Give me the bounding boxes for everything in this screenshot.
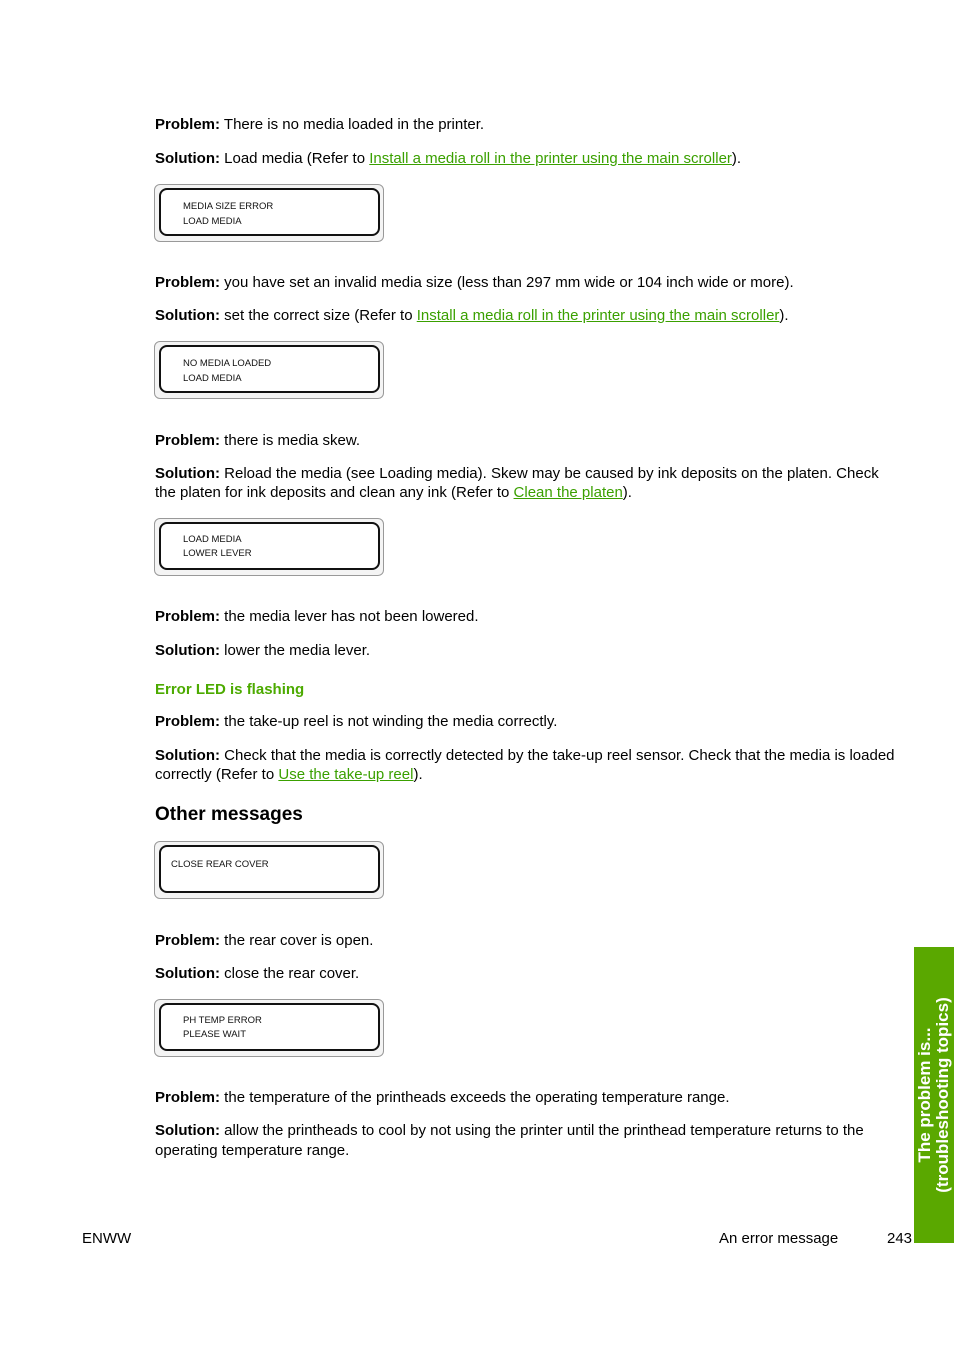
solution-text: Solution: Check that the media is correctly detected by the take-up reel sensor. Check that the media is loaded correctly (Refer to Use the take-up reel). bbox=[155, 747, 895, 783]
solution-text: Solution: allow the printheads to cool by not using the printer until the printhead temperature returns to the operating temperature range. bbox=[155, 1122, 864, 1159]
section-heading: Error LED is flashing bbox=[155, 681, 305, 698]
problem-text: Problem: the take-up reel is not winding the media correctly. bbox=[155, 713, 558, 730]
solution-text: Solution: lower the media lever. bbox=[155, 642, 371, 659]
solution-text: Solution: Load media (Refer to Install a media roll in the printer using the main scroller). bbox=[155, 150, 742, 167]
lcd-display: CLOSE REAR COVER bbox=[154, 841, 384, 899]
solution-text: Solution: set the correct size (Refer to Install a media roll in the printer using the main scroller). bbox=[155, 307, 789, 324]
problem-text: Problem: There is no media loaded in the printer. bbox=[155, 116, 485, 133]
footer-left: ENWW bbox=[82, 1230, 132, 1247]
lcd-display: MEDIA SIZE ERROR LOAD MEDIA bbox=[154, 184, 384, 242]
page-number: 243 bbox=[887, 1230, 913, 1247]
side-tab-line1: The problem is... bbox=[915, 1027, 934, 1163]
solution-text: Solution: close the rear cover. bbox=[155, 965, 360, 982]
section-heading: Other messages bbox=[155, 804, 303, 825]
link-install-media-roll[interactable]: Install a media roll in the printer using the main scroller bbox=[416, 307, 780, 324]
lcd-display: LOAD MEDIA LOWER LEVER bbox=[154, 518, 384, 576]
link-take-up-reel[interactable]: Use the take-up reel bbox=[278, 766, 414, 783]
side-tab-line2: (troubleshooting topics) bbox=[933, 997, 952, 1193]
problem-text: Problem: the temperature of the printheads exceeds the operating temperature range. bbox=[155, 1089, 730, 1106]
link-install-media-roll[interactable]: Install a media roll in the printer using the main scroller bbox=[369, 150, 732, 167]
footer-section: An error message bbox=[719, 1230, 839, 1247]
problem-text: Problem: you have set an invalid media size (less than 297 mm wide or 104 inch wide or more). bbox=[155, 274, 794, 291]
problem-text: Problem: the rear cover is open. bbox=[155, 932, 374, 949]
lcd-display: NO MEDIA LOADED LOAD MEDIA bbox=[154, 341, 384, 399]
side-tab bbox=[914, 947, 954, 1243]
problem-text: Problem: there is media skew. bbox=[155, 432, 361, 449]
lcd-display: PH TEMP ERROR PLEASE WAIT bbox=[154, 999, 384, 1057]
solution-text: Solution: Reload the media (see Loading media). Skew may be caused by ink deposits on the platen. Check the platen for ink deposits and clean any ink (Refer to Clean the platen). bbox=[155, 465, 879, 501]
problem-text: Problem: the media lever has not been lowered. bbox=[155, 608, 479, 625]
link-clean-platen[interactable]: Clean the platen bbox=[513, 484, 623, 501]
